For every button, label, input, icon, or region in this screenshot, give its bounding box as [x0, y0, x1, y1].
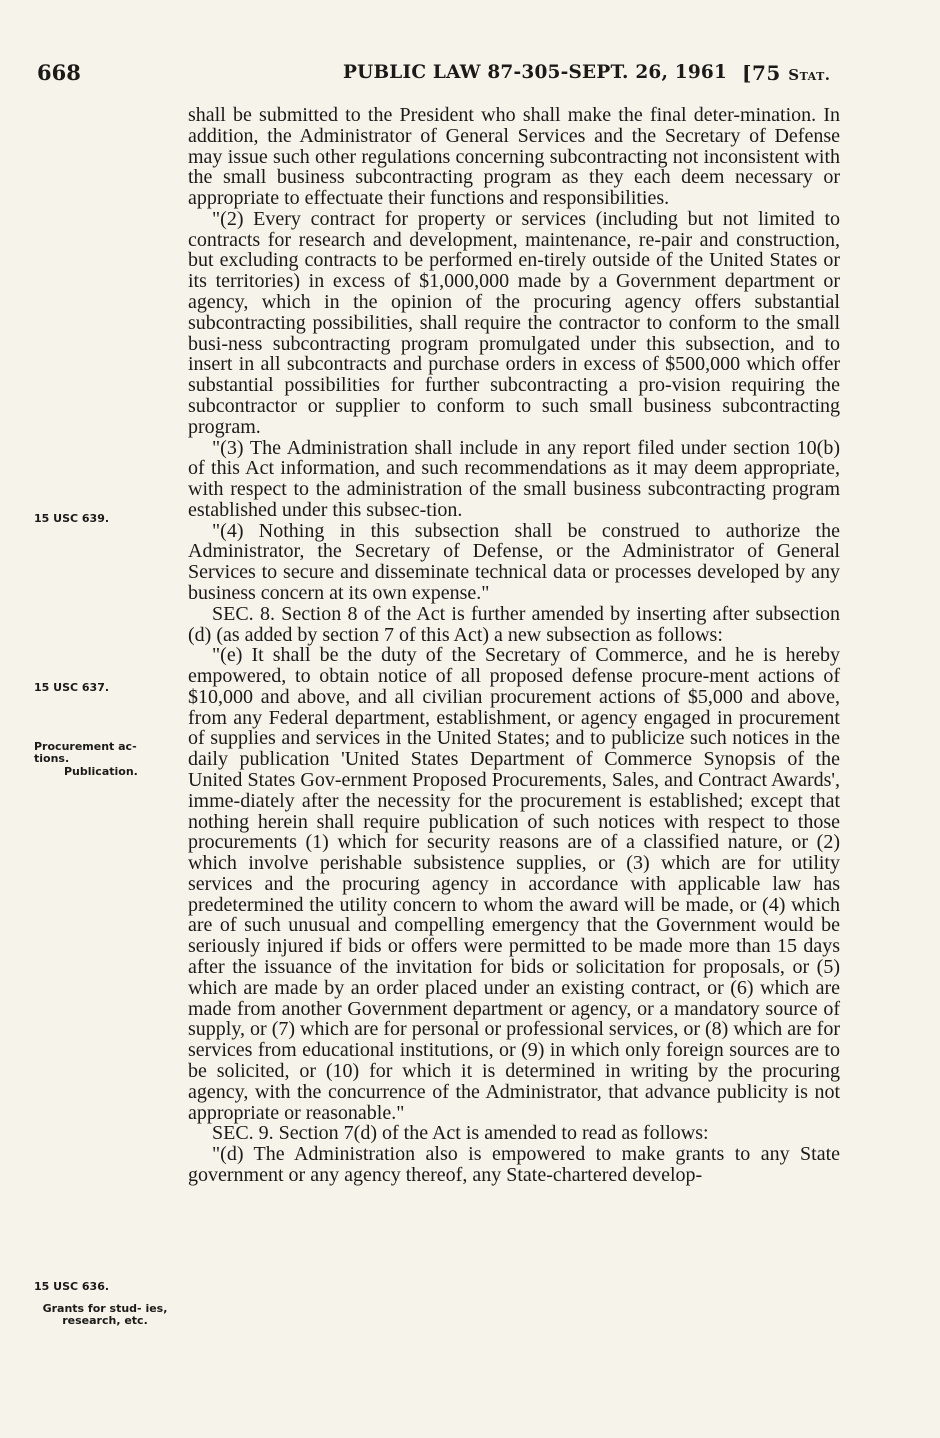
- margin-note-15-usc-637: 15 USC 637.: [34, 681, 110, 694]
- body-text: [188, 105, 840, 1186]
- margin-note-grants: Grants for stud- ies, research, etc.: [42, 1302, 168, 1327]
- page-header: [0, 58, 940, 98]
- paragraph-continuation: shall be submitted to the President who shall make the final deter-mination. In addition, the Administrator of General Services and the Secretary of Defense may issue such other regulations concerning subcontracting not inconsistent with the small business subcontracting program as they each deem necessary or appropriate to effectuate their functions and responsibilities.: [188, 104, 840, 210]
- paragraph-subsection-4: "(4) Nothing in this subsection shall be construed to authorize the Administrator, the Secretary of Defense, or the Administrator of General Services to secure and disseminate technical data or processes developed by any business concern at its own expense.": [188, 519, 840, 604]
- running-head: PUBLIC LAW 87-305-SEPT. 26, 1961: [343, 62, 728, 83]
- margin-note-15-usc-639: 15 USC 639.: [34, 512, 110, 525]
- paragraph-subsection-3: "(3) The Administration shall include in any report filed under section 10(b) of this Act information, and such recommendations as it may deem appropriate, with respect to the administration of the small business subcontracting program established under this subsec-tion.: [188, 436, 840, 521]
- margin-note-publication: Publication.: [64, 765, 138, 778]
- margin-note-15-usc-636: 15 USC 636.: [34, 1280, 110, 1293]
- paragraph-section-9: SEC. 9. Section 7(d) of the Act is amended to read as follows:: [212, 1122, 709, 1145]
- paragraph-subsection-d: "(d) The Administration also is empowered to make grants to any State government or any agency thereof, any State-chartered develop-: [188, 1143, 840, 1186]
- paragraph-subsection-e: "(e) It shall be the duty of the Secretary of Commerce, and he is hereby empowered, to obtain notice of all proposed defense procure-ment actions of $10,000 and above, and all civilian procurement actions of $5,000 and above, from any Federal department, establishment, or agency engaged in procurement of supplies and services in the United States; and to publicize such notices in the daily publication 'United States Department of Commerce Synopsis of the United States Gov-ernment Proposed Procurements, Sales, and Contract Awards', imme-diately after the necessity for the procurement is established; except that nothing herein shall require publication of such notices with respect to those procurements (1) which for security reasons are of a classified nature, or (2) which involve perishable subsistence supplies, or (3) which are for utility services and the procuring agency in accordance with applicable law has predetermined the utility concern to whom the award will be made, or (4) which are of such unusual and compelling emergency that the Government would be seriously injured if bids or offers were permitted to be made more than 15 days after the issuance of the invitation for bids or solicitation for proposals, or (5) which are made by an order placed under an existing contract, or (6) which are made from another Government department or agency, or a mandatory source of supply, or (7) which are for personal or professional services, or (8) which are for services from educational institutions, or (9) in which only foreign sources are to be solicited, or (10) for which it is determined in writing by the procuring agency, with the concurrence of the Administrator, that advance publicity is not appropriate or reasonable.": [188, 644, 840, 1124]
- margin-note-procurement-actions: Procurement ac- tions.: [34, 740, 137, 765]
- volume-prefix: [75: [742, 61, 789, 85]
- volume-citation: [742, 61, 831, 85]
- paragraph-section-8: SEC. 8. Section 8 of the Act is further amended by inserting after subsection (d) (as added by section 7 of this Act) a new subsection as follows:: [188, 602, 840, 646]
- paragraph-subsection-2: "(2) Every contract for property or services (including but not limited to contracts for research and development, maintenance, re-pair and construction, but excluding contracts to be performed en-tirely outside of the United States or its territories) in excess of $1,000,000 made by a Government department or agency, which in the opinion of the procuring agency offers substantial subcontracting possibilities, shall require the contractor to conform to the small busi-ness subcontracting program promulgated under this subsection, and to insert in all subcontracts and purchase orders in excess of $500,000 which offer substantial possibilities for further subcontracting a pro-vision requiring the subcontractor or supplier to conform to such small business subcontracting program.: [188, 207, 840, 438]
- volume-word: Stat.: [788, 66, 831, 84]
- page-number: 668: [37, 60, 81, 85]
